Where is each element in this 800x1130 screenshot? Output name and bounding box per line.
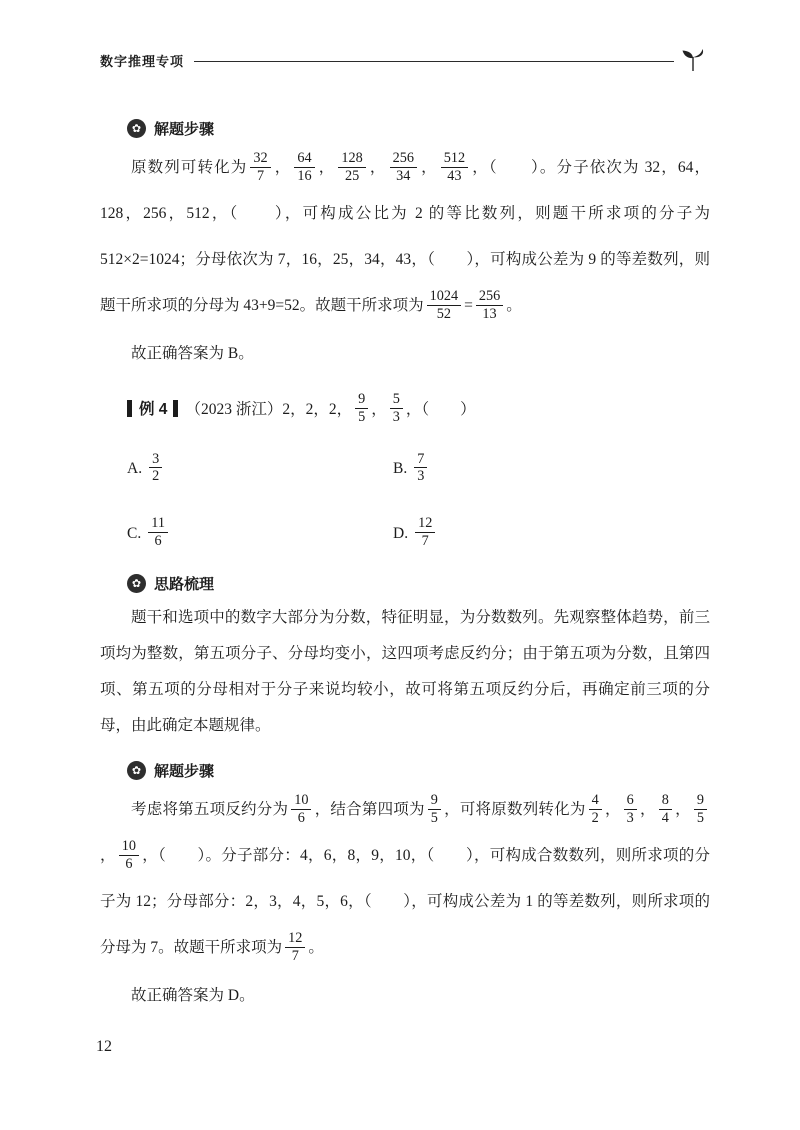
fraction-numerator: 8 [659, 792, 672, 810]
section-heading-steps-2 [127, 760, 710, 781]
fraction [589, 792, 602, 827]
fraction-numerator: 9 [355, 391, 368, 409]
fraction-numerator: 10 [291, 792, 311, 810]
page-header [0, 0, 800, 72]
fraction-denominator: 4 [661, 809, 669, 826]
example-marker-bar-icon [127, 400, 132, 417]
fraction-numerator: 128 [338, 150, 365, 168]
fraction-numerator: 256 [476, 288, 503, 306]
header-title: 数字推理专项 [100, 53, 185, 69]
fraction-numerator: 11 [148, 515, 168, 533]
thinking-paragraph: 题干和选项中的数字大部分为分数，特征明显，为分数数列。先观察整体趋势，前三项均为整数，第五项分子、分母均变小，这四项考虑反约分；由于第五项为分数，且第四项、第五项的分母相对于分子来说均较小，故可将第五项反约分后，再确定前三项的分母，由此确定本题规律。 [100, 608, 710, 734]
fraction-numerator: 12 [415, 515, 435, 533]
answer-line-2: 故正确答案为 D。 [131, 986, 255, 1004]
fraction-denominator: 6 [154, 533, 162, 550]
fraction-numerator: 1024 [427, 288, 462, 306]
gear-icon: ✿ [127, 761, 146, 780]
fraction-numerator: 5 [390, 391, 403, 409]
option-label: A. [127, 459, 143, 477]
fraction-numerator: 4 [589, 792, 602, 810]
fraction-numerator: 64 [294, 150, 314, 168]
fraction [285, 930, 305, 965]
fraction-denominator: 25 [344, 167, 360, 184]
fraction-denominator: 5 [358, 408, 366, 425]
option-a [127, 452, 393, 487]
fraction-numerator: 256 [390, 150, 417, 168]
fraction [355, 391, 368, 426]
solution-paragraph-2: 考虑将第五项反约分为 $\frac{10}{6}$ ，结合第四项为 $\frac{9}{5}$ ，可将原数列转化为 $\frac{4}{2}$ ， $\frac{6}{3}$ ， $\frac{8}{4}$ ， $\frac{9}{5}$ ， $\frac{10}{6}$ ，（ ）。分子部分：4，6，8，9，10，（ ），可构成合数数列，则所求项的分子为 12；分母部分：2，3，4，5，6，（ ），可构成公差为 1 的等差数列，则所求项的分母为 7。故题干所求项为 $\frac{12}{7}$ 。 [100, 792, 710, 964]
page-content [0, 72, 800, 1017]
fraction [441, 150, 468, 185]
section-heading-steps-1 [127, 118, 710, 139]
section-title: 解题步骤 [154, 762, 215, 780]
fraction [148, 515, 168, 550]
fraction [149, 451, 162, 486]
fraction [694, 792, 707, 827]
fraction-denominator: 5 [696, 809, 704, 826]
fraction [428, 792, 441, 827]
section-heading-thinking [127, 573, 710, 594]
fraction-denominator: 3 [392, 408, 400, 425]
fraction [415, 515, 435, 550]
fraction-denominator: 2 [591, 809, 599, 826]
fraction-numerator: 10 [119, 838, 139, 856]
fraction-numerator: 512 [441, 150, 468, 168]
section-title: 思路梳理 [154, 575, 215, 593]
fraction [659, 792, 672, 827]
option-b [393, 452, 710, 487]
page-number: 12 [96, 1038, 112, 1055]
fraction [414, 451, 427, 486]
fraction-numerator: 9 [428, 792, 441, 810]
example-question: （2023 浙江）2，2，2， $\frac{9}{5}$ ， $\frac{5}{3}$ ，（ ） [185, 391, 476, 425]
fraction-denominator: 7 [291, 947, 299, 964]
fraction [390, 150, 417, 185]
fraction-denominator: 16 [297, 167, 312, 184]
fraction-numerator: 6 [624, 792, 637, 810]
fraction-numerator: 7 [414, 451, 427, 469]
gear-icon: ✿ [127, 574, 146, 593]
fraction [476, 288, 503, 323]
fraction-numerator: 12 [285, 930, 305, 948]
fraction [291, 792, 311, 827]
fraction-denominator: 2 [152, 468, 160, 485]
fraction-denominator: 43 [447, 167, 462, 184]
option-c [127, 516, 393, 551]
header-rule [194, 61, 674, 62]
fraction-denominator: 3 [417, 468, 425, 485]
solution-paragraph-1: 原数列可转化为 $\frac{32}{7}$ ， $\frac{64}{16}$ ， $\frac{128}{25}$ ， $\frac{256}{34}$ ， $\frac{512}{43}$ ，（ ）。分子依次为 32，64，128，256，512，（ ），可构成公比为 2 的等比数列，则题干所求项的分子为 512×2=1024；分母依次为 7，16，25，34，43，（ ），可构成公差为 9 的等差数列，则题干所求项的分母为 43+9=52。故题干所求项为 $\frac{1024}{52}$ = $\frac{256}{13}$ 。 [100, 150, 710, 322]
example-marker-bar-icon [173, 400, 178, 417]
options-grid [127, 452, 710, 551]
gear-icon: ✿ [127, 119, 146, 138]
option-d [393, 516, 710, 551]
fraction-denominator: 7 [256, 167, 265, 184]
section-title: 解题步骤 [154, 121, 215, 138]
fraction [294, 150, 314, 185]
fraction [119, 838, 139, 873]
answer-line-1: 故正确答案为 B。 [131, 345, 254, 362]
option-label: D. [393, 524, 409, 542]
fraction-numerator: 9 [694, 792, 707, 810]
fraction [250, 150, 270, 185]
fraction-denominator: 3 [626, 809, 634, 826]
fraction-denominator: 7 [421, 533, 429, 550]
fraction-numerator: 3 [149, 451, 162, 469]
fraction [390, 391, 403, 426]
plant-icon [678, 48, 708, 72]
example-heading [127, 391, 710, 426]
fraction [427, 288, 462, 323]
example-label: 例 4 [139, 401, 168, 419]
fraction-denominator: 6 [297, 809, 305, 826]
fraction-denominator: 5 [430, 809, 438, 826]
fraction-numerator: 32 [250, 150, 270, 168]
fraction [338, 150, 365, 185]
option-label: C. [127, 524, 142, 542]
fraction [624, 792, 637, 827]
fraction-denominator: 34 [396, 167, 411, 184]
fraction-denominator: 52 [436, 305, 451, 322]
fraction-denominator: 13 [482, 305, 497, 322]
fraction-denominator: 6 [125, 855, 133, 872]
option-label: B. [393, 459, 408, 477]
